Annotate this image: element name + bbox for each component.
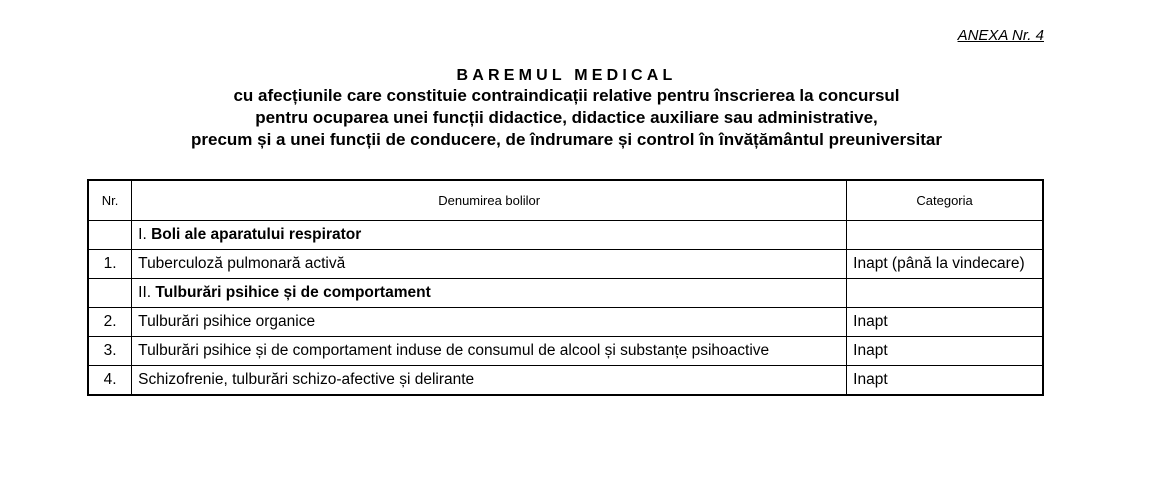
main-title: BAREMUL MEDICAL xyxy=(456,67,677,84)
table-header-row xyxy=(88,180,1043,221)
subtitle-line-3: precum și a unei funcții de conducere, de îndrumare și control în învățământul preuniversitar xyxy=(190,130,942,149)
section-category-cell xyxy=(847,221,1043,250)
section-row xyxy=(88,221,1043,250)
section-title-cell xyxy=(132,279,847,308)
row-category: Inapt xyxy=(847,308,1043,337)
section-prefix: II. xyxy=(138,284,156,301)
medical-scale-table xyxy=(87,179,1044,396)
row-category: Inapt xyxy=(847,337,1043,366)
subtitle-line-2: pentru ocuparea unei funcții didactice, didactice auxiliare sau administrative, xyxy=(255,108,878,127)
section-nr-cell xyxy=(88,279,132,308)
row-disease-name: Schizofrenie, tulburări schizo-afective și delirante xyxy=(132,366,847,396)
header-nr: Nr. xyxy=(88,180,132,221)
header-category: Categoria xyxy=(847,180,1043,221)
subtitle-line-1: cu afecțiunile care constituie contraindicații relative pentru înscrierea la concursul xyxy=(233,86,900,105)
row-category: Inapt xyxy=(847,366,1043,396)
row-disease-name: Tulburări psihice și de comportament induse de consumul de alcool și substanțe psihoactive xyxy=(132,337,847,366)
section-title: Boli ale aparatului respirator xyxy=(151,226,362,243)
row-disease-name: Tulburări psihice organice xyxy=(132,308,847,337)
section-category-cell xyxy=(847,279,1043,308)
row-nr: 1. xyxy=(88,250,132,279)
section-prefix: I. xyxy=(138,226,152,243)
row-disease-name: Tuberculoză pulmonară activă xyxy=(132,250,847,279)
row-nr: 3. xyxy=(88,337,132,366)
document-title xyxy=(0,66,1133,151)
section-title: Tulburări psihice și de comportament xyxy=(155,284,431,301)
table-row xyxy=(88,250,1043,279)
annex-label: ANEXA Nr. 4 xyxy=(957,27,1044,44)
section-title-cell xyxy=(132,221,847,250)
section-row xyxy=(88,279,1043,308)
table-row xyxy=(88,366,1043,396)
header-disease-name: Denumirea bolilor xyxy=(132,180,847,221)
section-nr-cell xyxy=(88,221,132,250)
row-nr: 4. xyxy=(88,366,132,396)
row-nr: 2. xyxy=(88,308,132,337)
table-row xyxy=(88,337,1043,366)
table-row xyxy=(88,308,1043,337)
row-category: Inapt (până la vindecare) xyxy=(847,250,1043,279)
